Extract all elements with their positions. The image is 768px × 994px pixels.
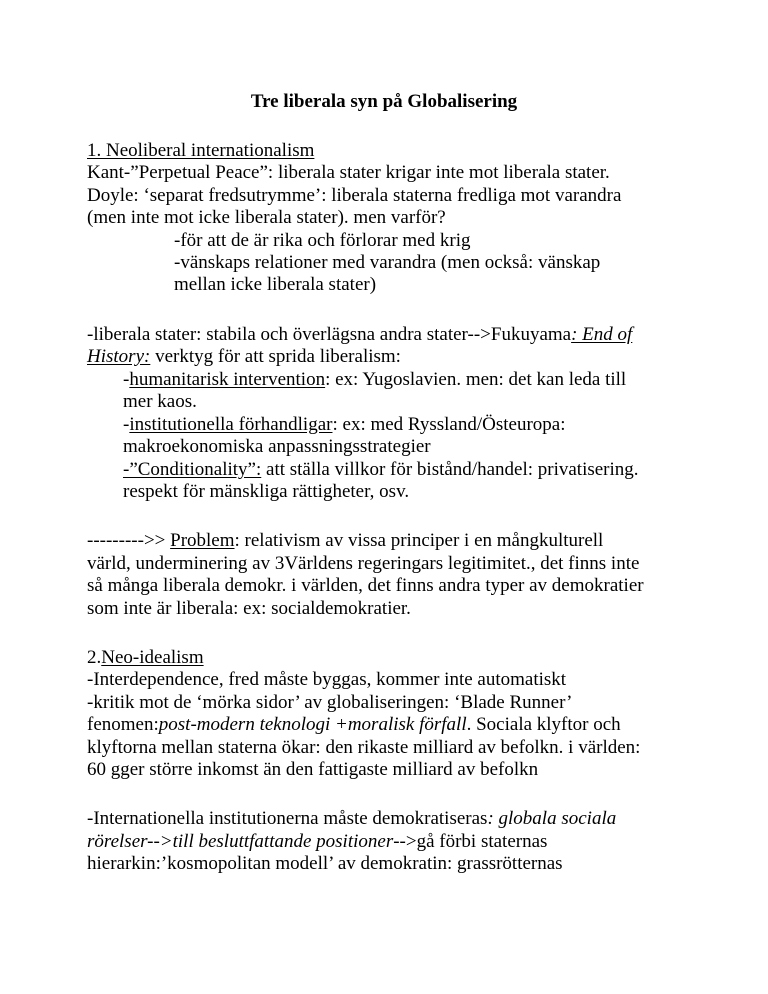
p2-line-2 xyxy=(87,346,401,368)
dash: - xyxy=(123,414,130,435)
s1-line-1: Kant-”Perpetual Peace”: liberala stater krigar inte mot liberala stater. xyxy=(87,162,610,183)
p4-institutions: -Internationella institutionerna måste demokratiseras xyxy=(87,808,488,829)
p4-global-movements: : globala sociala xyxy=(487,808,617,829)
s2-line-5: 60 gger större inkomst än den fattigaste milliard av befolkn xyxy=(87,759,539,780)
s2-social: . Sociala klyftor och xyxy=(466,714,621,735)
p4-bypass: -->gå förbi staternas xyxy=(393,831,548,852)
p2-conditionality xyxy=(123,459,639,481)
p3-line-1 xyxy=(87,530,603,552)
p4-line-1 xyxy=(87,808,616,830)
p2-humanitarian-cont: mer kaos. xyxy=(123,391,197,412)
s2-fenomen: fenomen: xyxy=(87,714,159,735)
p4-line-3: hierarkin:’kosmopolitan modell’ av demokratin: grassrötternas xyxy=(87,853,563,874)
p3-rest: : relativism av vissa principer i en mångkulturell xyxy=(234,530,604,551)
p3-line-2: värld, underminering av 3Världens regeringars legitimitet., det finns inte xyxy=(87,553,640,574)
problem-term: Problem xyxy=(170,530,235,551)
institutional-rest: : ex: med Ryssland/Östeuropa: xyxy=(332,414,566,435)
p3-arrow: --------->> xyxy=(87,530,171,551)
p2-text-a: -liberala stater: stabila och överlägsna andra stater-->Fukuyama xyxy=(87,324,572,345)
s2-line-1: -Interdependence, fred måste byggas, kommer inte automatiskt xyxy=(87,669,567,690)
p2-conditionality-cont: respekt för mänskliga rättigheter, osv. xyxy=(123,481,410,502)
dash: - xyxy=(123,369,130,390)
p2-text-d: verktyg för att sprida liberalism: xyxy=(150,346,401,367)
conditionality-rest: att ställa villkor för bistånd/handel: privatisering. xyxy=(261,459,639,480)
p2-end-of: : End of xyxy=(571,324,633,345)
s2-line-3 xyxy=(87,714,621,736)
p4-line-2 xyxy=(87,831,547,853)
page-title: Tre liberala syn på Globalisering xyxy=(250,91,518,112)
s2-italic-phrase: post-modern teknologi +moralisk förfall xyxy=(158,714,467,735)
s2-line-4: klyftorna mellan staterna ökar: den rikaste milliard av befolkn. i världen: xyxy=(87,737,641,758)
section-1-heading: 1. Neoliberal internationalism xyxy=(87,140,315,161)
institutional-term: institutionella förhandligar xyxy=(129,414,333,435)
p3-line-4: som inte är liberala: ex: socialdemokratier. xyxy=(87,598,411,619)
s1-line-6: mellan icke liberala stater) xyxy=(174,274,377,295)
p2-line-1 xyxy=(87,324,632,346)
p3-line-3: så många liberala demokr. i världen, det finns andra typer av demokratier xyxy=(87,575,644,596)
s1-line-2: Doyle: ‘separat fredsutrymme’: liberala staterna fredliga mot varandra xyxy=(87,185,622,206)
s1-line-4: -för att de är rika och förlorar med krig xyxy=(174,230,471,251)
s1-line-3: (men inte mot icke liberala stater). men varför? xyxy=(87,207,446,228)
p4-decision-positions: rörelser-->till besluttfattande positioner xyxy=(87,831,394,852)
neo-idealism-term: Neo-idealism xyxy=(101,647,204,668)
p2-humanitarian xyxy=(123,369,626,391)
conditionality-term: -”Conditionality”: xyxy=(123,459,262,480)
humanitarian-term: humanitarisk intervention xyxy=(129,369,326,390)
p2-history: History: xyxy=(87,346,151,367)
section-2-heading xyxy=(87,647,204,669)
humanitarian-rest: : ex: Yugoslavien. men: det kan leda till xyxy=(325,369,627,390)
p2-institutional-cont: makroekonomiska anpassningsstrategier xyxy=(123,436,431,457)
p2-institutional xyxy=(123,414,566,436)
section-2-number: 2. xyxy=(87,647,102,668)
s2-line-2: -kritik mot de ‘mörka sidor’ av globaliseringen: ‘Blade Runner’ xyxy=(87,692,573,713)
s1-line-5: -vänskaps relationer med varandra (men också: vänskap xyxy=(174,252,601,273)
